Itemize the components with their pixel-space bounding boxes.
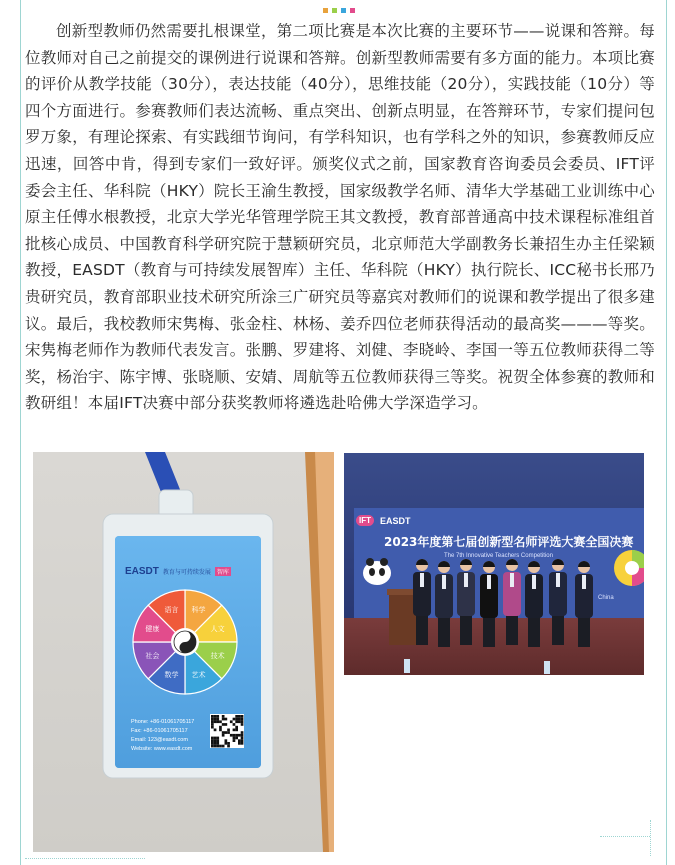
frame-right-border (666, 0, 667, 865)
ift-logo: IFT (356, 515, 374, 526)
stage-subtitle: The 7th Innovative Teachers Competition (444, 553, 553, 559)
badge-email: Email: 123@easdt.com (131, 737, 188, 743)
stage-illustration (344, 453, 644, 675)
wheel-label: 数学 (164, 671, 179, 680)
badge-tag: 智库 (216, 569, 229, 576)
badge-org-name: 教育与可持续发展 (162, 569, 211, 576)
wheel-label: 技术 (210, 652, 225, 661)
decorative-dotted-line-bottom (25, 858, 145, 859)
badge-brand: EASDT (125, 566, 159, 577)
wheel-label: 社会 (145, 652, 160, 661)
stage-side-text: China (598, 595, 614, 601)
badge-illustration (33, 452, 334, 852)
decorative-dots (323, 8, 355, 13)
wheel-label: 人文 (210, 624, 225, 633)
award-group-photo (344, 453, 644, 675)
wheel-label: 科学 (191, 605, 206, 614)
badge-website: Website: www.easdt.com (131, 746, 193, 752)
wheel-label: 健康 (145, 624, 160, 633)
article-paragraph: 创新型教师仍然需要扎根课堂，第二项比赛是本次比赛的主要环节——说课和答辩。每位教师对自己之前提交的课例进行说课和答辩。创新型教师需要有多方面的能力。本项比赛的评价从教学技能（30分），表达技能（40分），思维技能（20分），实践技能（10分）等四个方面进行。参赛教师们表达流畅、重点突出、创新点明显，在答辩环节，专家们提问包罗万象，有理论探索、有实践细节询问，有学科知识，也有学科之外的知识，参赛教师反应迅速，回答中肯，得到专家们一致好评。颁奖仪式之前，国家教育咨询委员会委员、IFT评委会主任、华科院（HKY）院长王渝生教授，国家级教学名师、清华大学基础工业训练中心原主任傅水根教授，北京大学光华管理学院王其文教授，教育部普通高中技术课程标准组首批核心成员、中国教育科学研究院于慧颖研究员，北京师范大学副教务长兼招生办主任梁颖教授，EASDT（教育与可持续发展智库）主任、华科院（HKY）执行院长、ICC秘书长邢乃贵研究员，教育部职业技术研究所涂三广研究员等嘉宾对教师们的说课和教学提出了很多建议。最后，我校教师宋隽梅、张金柱、林杨、姜乔四位老师获得活动的最高奖———等奖。宋隽梅老师作为教师代表发言。张鹏、罗建将、刘健、李晓岭、李国一等五位教师获得二等奖，杨治宇、陈宇博、张晓顺、安婧、周航等五位教师获得三等奖。祝贺全体参赛的教师和教研组！本届IFT决赛中部分获奖教师将遴选赴哈佛大学深造学习。 (25, 22, 655, 413)
stage-logos (356, 515, 411, 526)
decorative-dotted-line-right (650, 820, 651, 856)
badge-contact (131, 718, 194, 754)
decorative-dotted-line-right-h (600, 836, 650, 837)
badge-header (125, 566, 231, 577)
wheel-label: 艺术 (191, 671, 206, 680)
badge-phone: Phone: +86-01061705117 (131, 719, 195, 725)
frame-left-border (20, 0, 21, 865)
badge-fax: Fax: +86-01061705117 (131, 728, 188, 734)
stage-title: 2023年度第七届创新型名师评选大赛全国决赛 (384, 535, 634, 549)
stage-brand-logo: EASDT (380, 515, 411, 526)
wheel-label: 语言 (164, 605, 179, 614)
badge-photo (33, 452, 334, 852)
